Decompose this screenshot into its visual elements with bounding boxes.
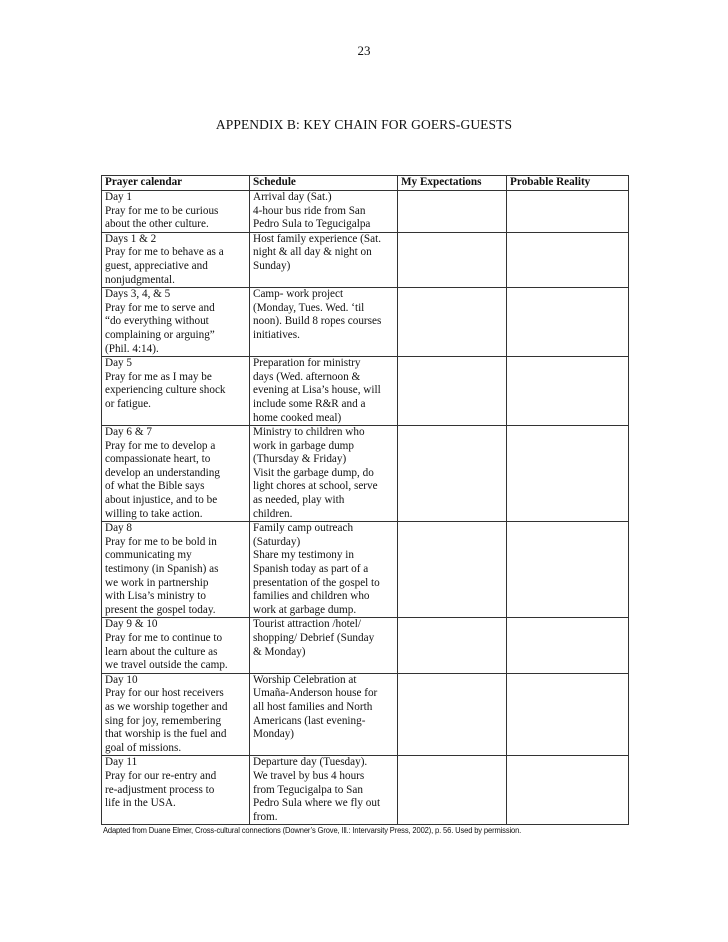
cell-line: Day 6 & 7 (105, 426, 152, 439)
table-body (102, 191, 629, 825)
cell-line: Day 10 (105, 673, 138, 686)
cell-line: children. (253, 507, 293, 520)
cell-line: communicating my (105, 549, 192, 562)
page-title: APPENDIX B: KEY CHAIN FOR GOERS-GUESTS (215, 117, 513, 132)
cell-line: & Monday) (253, 645, 306, 658)
key-chain-table (101, 175, 629, 825)
cell-line: Share my testimony in (253, 549, 354, 562)
cell-prayer-calendar (102, 288, 250, 357)
cell-line: Pray for our re-entry and (105, 769, 217, 782)
cell-schedule (250, 673, 398, 756)
cell-line: Pray for our host receivers (105, 687, 224, 700)
cell-line: experiencing culture shock (105, 384, 226, 397)
header-schedule: Schedule (250, 176, 398, 191)
cell-schedule (250, 232, 398, 287)
cell-line: Pray for me to be bold in (105, 535, 217, 548)
cell-my-expectations (398, 232, 507, 287)
cell-line: (Monday, Tues. Wed. ‘til (253, 301, 365, 314)
cell-line: complaining or arguing” (105, 328, 215, 341)
cell-line: initiatives. (253, 328, 300, 341)
cell-line: Tourist attraction /hotel/ (253, 618, 361, 631)
cell-line: develop an understanding (105, 466, 220, 479)
cell-my-expectations (398, 357, 507, 426)
cell-schedule (250, 618, 398, 673)
cell-prayer-calendar (102, 426, 250, 522)
table-row (102, 426, 629, 522)
cell-line: shopping/ Debrief (Sunday (253, 632, 375, 644)
cell-line: home cooked meal) (253, 411, 342, 424)
cell-line: Host family experience (Sat. (253, 232, 381, 245)
cell-prayer-calendar (102, 232, 250, 287)
header-probable-reality: Probable Reality (507, 176, 629, 191)
cell-schedule (250, 756, 398, 825)
page-number: 23 (357, 43, 371, 58)
cell-line: light chores at school, serve (253, 480, 378, 493)
header-prayer-calendar: Prayer calendar (102, 176, 250, 191)
cell-probable-reality (507, 522, 629, 618)
cell-my-expectations (398, 756, 507, 825)
cell-line: as we worship together and (105, 700, 228, 713)
cell-line: Day 11 (105, 756, 138, 769)
cell-line: Americans (last evening- (253, 714, 366, 727)
cell-line: Days 1 & 2 (105, 232, 157, 245)
cell-my-expectations (398, 522, 507, 618)
cell-line: Ministry to children who (253, 426, 365, 439)
cell-line: Worship Celebration at (253, 673, 357, 686)
cell-prayer-calendar (102, 522, 250, 618)
cell-line: about injustice, and to be (105, 494, 218, 507)
cell-line: Pedro Sula where we fly out (253, 797, 381, 810)
cell-line: 4-hour bus ride from San (253, 204, 366, 217)
cell-schedule (250, 426, 398, 522)
cell-line: Sunday) (253, 259, 291, 272)
cell-line: Pray for me to continue to (105, 632, 223, 644)
cell-schedule (250, 522, 398, 618)
cell-line: we work in partnership (105, 576, 209, 589)
table-header-row (102, 176, 629, 191)
cell-line: (Saturday) (253, 535, 301, 548)
table-row (102, 191, 629, 233)
cell-line: include some R&R and a (253, 397, 366, 410)
cell-schedule (250, 288, 398, 357)
cell-schedule (250, 191, 398, 233)
table-row (102, 756, 629, 825)
cell-line: Day 8 (105, 522, 133, 535)
table-row (102, 357, 629, 426)
cell-line: Camp- work project (253, 288, 344, 301)
cell-line: from Tegucigalpa to San (253, 783, 363, 796)
cell-line: nonjudgmental. (105, 273, 175, 286)
cell-line: Day 5 (105, 357, 133, 370)
cell-line: Umaña-Anderson house for (253, 687, 378, 700)
cell-line: or fatigue. (105, 397, 151, 410)
cell-my-expectations (398, 288, 507, 357)
cell-probable-reality (507, 673, 629, 756)
cell-probable-reality (507, 357, 629, 426)
cell-line: goal of missions. (105, 741, 182, 754)
table-row (102, 288, 629, 357)
cell-line: night & all day & night on (253, 246, 372, 259)
cell-line: “do everything without (105, 315, 209, 328)
cell-line: We travel by bus 4 hours (253, 769, 365, 782)
cell-probable-reality (507, 756, 629, 825)
table-row (102, 232, 629, 287)
cell-line: work in garbage dump (253, 439, 354, 452)
cell-line: of what the Bible says (105, 480, 205, 493)
cell-line: guest, appreciative and (105, 259, 208, 272)
cell-line: Family camp outreach (253, 522, 354, 535)
cell-line: all host families and North (253, 700, 373, 713)
table-row (102, 618, 629, 673)
cell-line: Pray for me to be curious (105, 204, 219, 217)
cell-line: Visit the garbage dump, do (253, 466, 374, 479)
cell-line: presentation of the gospel to (253, 576, 380, 589)
cell-my-expectations (398, 426, 507, 522)
cell-probable-reality (507, 191, 629, 233)
cell-line: we travel outside the camp. (105, 659, 228, 672)
cell-line: present the gospel today. (105, 603, 216, 616)
cell-line: Pray for me to serve and (105, 301, 215, 314)
cell-line: sing for joy, remembering (105, 714, 222, 727)
cell-line: Pray for me as I may be (105, 370, 212, 383)
cell-line: testimony (in Spanish) as (105, 563, 219, 576)
cell-line: Day 1 (105, 191, 133, 203)
cell-line: Days 3, 4, & 5 (105, 288, 171, 301)
cell-line: from. (253, 810, 278, 823)
cell-line: days (Wed. afternoon & (253, 370, 361, 383)
cell-line: (Thursday & Friday) (253, 453, 347, 466)
cell-probable-reality (507, 618, 629, 673)
header-my-expectations: My Expectations (398, 176, 507, 191)
cell-line: willing to take action. (105, 507, 203, 520)
cell-line: that worship is the fuel and (105, 728, 227, 741)
cell-my-expectations (398, 673, 507, 756)
cell-prayer-calendar (102, 191, 250, 233)
cell-schedule (250, 357, 398, 426)
cell-line: (Phil. 4:14). (105, 342, 159, 355)
cell-line: families and children who (253, 590, 370, 603)
cell-line: Preparation for ministry (253, 357, 361, 370)
cell-prayer-calendar (102, 618, 250, 673)
cell-my-expectations (398, 191, 507, 233)
footnote: Adapted from Duane Elmer, Cross-cultural connections (Downer’s Grove, Ill.: Intervarsity Press, 2002), p. 56. Used by permission. (103, 825, 522, 835)
table-row (102, 522, 629, 618)
cell-line: work at garbage dump. (253, 603, 357, 616)
cell-probable-reality (507, 426, 629, 522)
cell-line: Departure day (Tuesday). (253, 756, 368, 769)
cell-probable-reality (507, 288, 629, 357)
cell-line: noon). Build 8 ropes courses (253, 315, 382, 328)
cell-line: Monday) (253, 728, 295, 741)
cell-line: learn about the culture as (105, 645, 218, 658)
cell-line: Pray for me to behave as a (105, 246, 224, 259)
cell-line: compassionate heart, to (105, 453, 211, 466)
cell-prayer-calendar (102, 673, 250, 756)
cell-line: re-adjustment process to (105, 783, 215, 796)
cell-line: evening at Lisa’s house, will (253, 384, 381, 397)
cell-line: Day 9 & 10 (105, 618, 158, 631)
cell-prayer-calendar (102, 357, 250, 426)
cell-line: life in the USA. (105, 797, 176, 810)
cell-line: Pedro Sula to Tegucigalpa (253, 218, 371, 231)
cell-line: Arrival day (Sat.) (253, 191, 332, 203)
cell-my-expectations (398, 618, 507, 673)
cell-prayer-calendar (102, 756, 250, 825)
cell-line: with Lisa’s ministry to (105, 590, 206, 603)
cell-probable-reality (507, 232, 629, 287)
cell-line: as needed, play with (253, 494, 345, 507)
cell-line: Pray for me to develop a (105, 439, 216, 452)
table-row (102, 673, 629, 756)
cell-line: about the other culture. (105, 218, 209, 231)
cell-line: Spanish today as part of a (253, 563, 369, 576)
